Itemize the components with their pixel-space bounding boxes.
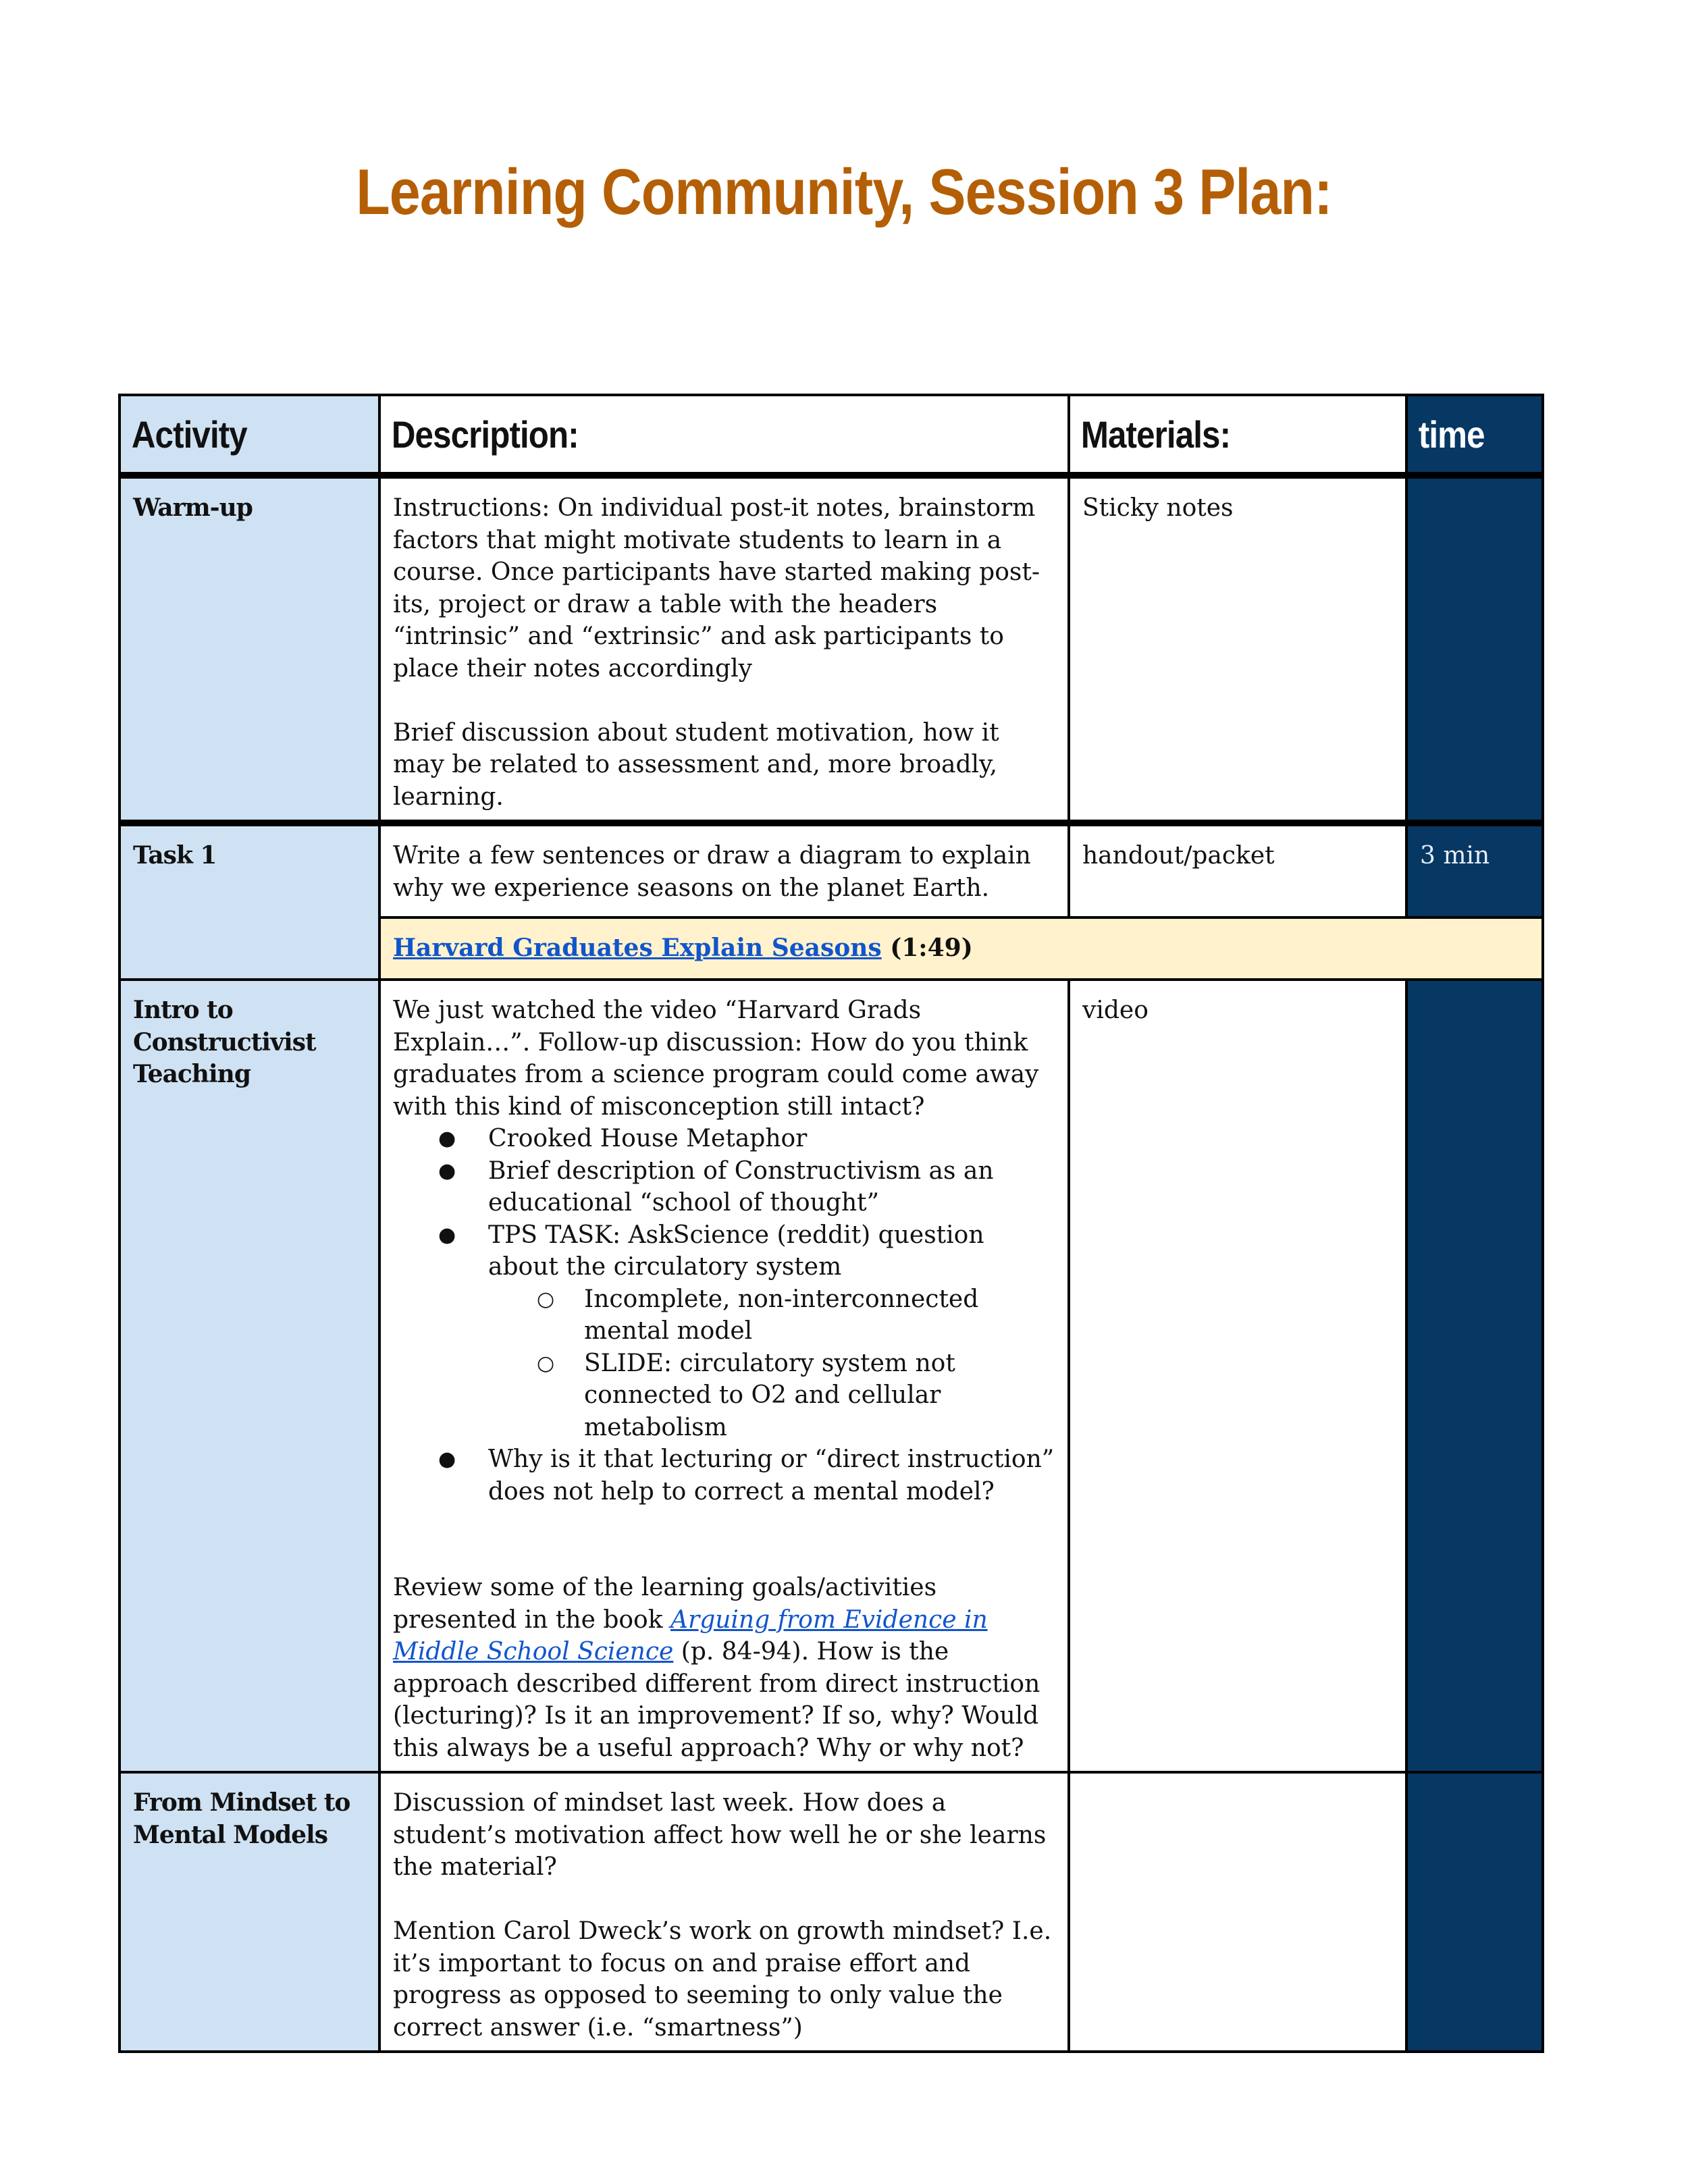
page-title: Learning Community, Session 3 Plan: bbox=[356, 156, 1332, 228]
constructivist-intro: We just watched the video “Harvard Grads Explain…”. Follow-up discussion: How do you think graduates from a science program could come away with this kind of misconception still intact? bbox=[393, 996, 1039, 1121]
list-item: ● Crooked House Metaphor bbox=[488, 1123, 1055, 1155]
materials-cell bbox=[1069, 823, 1406, 917]
session-plan-table bbox=[118, 394, 1544, 2053]
book-link[interactable]: Arguing from Evidence in Middle School Science bbox=[393, 1605, 988, 1666]
header-time bbox=[1406, 395, 1543, 475]
description-cell bbox=[379, 980, 1069, 1772]
header-materials bbox=[1069, 395, 1406, 475]
harvard-seasons-video-link[interactable]: Harvard Graduates Explain Seasons bbox=[393, 934, 882, 963]
list-item: ○ Incomplete, non-interconnected mental model bbox=[584, 1283, 1055, 1348]
activity-cell bbox=[120, 980, 379, 1772]
activity-cell bbox=[120, 1772, 379, 2052]
table-header-row bbox=[120, 395, 1543, 475]
activity-mindset: From Mindset to Mental Models bbox=[133, 1788, 350, 1849]
materials-mindset bbox=[1070, 1774, 1405, 1794]
header-description-label: Description: bbox=[391, 412, 579, 456]
time-task1: 3 min bbox=[1420, 842, 1490, 870]
video-duration: (1:49) bbox=[881, 934, 973, 963]
constructivist-bullet-list bbox=[393, 1123, 1055, 1508]
activity-warmup: Warm-up bbox=[133, 494, 253, 522]
bullet3-text: TPS TASK: AskScience (reddit) question about the circulatory system bbox=[488, 1221, 984, 1281]
activity-cell bbox=[120, 823, 379, 980]
review-text-after: (p. 84-94). How is the approach described different from direct instruction (lecturing)? Is it an improvement? If so, why? Would this always be a useful approach? Why or why not? bbox=[393, 1638, 1040, 1762]
table-row-mindset bbox=[120, 1772, 1543, 2052]
warmup-instructions: Instructions: On individual post-it notes, brainstorm factors that might motivate students to learn in a course. Once participants have started making post-its, project or draw a table with the headers “intrinsic” and “extrinsic” and ask participants to place their notes accordingly bbox=[393, 494, 1040, 683]
mindset-dweck: Mention Carol Dweck’s work on growth mindset? I.e. it’s important to focus on and praise effort and progress as opposed to seeming to only value the correct answer (i.e. “smartness”) bbox=[393, 1917, 1052, 2042]
time-cell bbox=[1406, 823, 1543, 917]
time-cell bbox=[1406, 980, 1543, 1772]
activity-constructivist: Intro to Constructivist Teaching bbox=[133, 996, 316, 1088]
warmup-discussion: Brief discussion about student motivation, how it may be related to assessment and, more broadly, learning. bbox=[393, 718, 999, 811]
review-text-before: Review some of the learning goals/activities presented in the book bbox=[393, 1574, 937, 1634]
time-cell bbox=[1406, 475, 1543, 823]
circulatory-sub-list bbox=[488, 1283, 1055, 1444]
task1-description: Write a few sentences or draw a diagram to explain why we experience seasons on the planet Earth. bbox=[393, 842, 1031, 902]
materials-cell bbox=[1069, 475, 1406, 823]
table-row-constructivist bbox=[120, 980, 1543, 1772]
activity-cell bbox=[120, 475, 379, 823]
materials-warmup: Sticky notes bbox=[1082, 494, 1234, 522]
list-item: ● Brief description of Constructivism as an educational “school of thought” bbox=[488, 1155, 1055, 1219]
header-activity bbox=[120, 395, 379, 475]
mindset-discussion: Discussion of mindset last week. How does a student’s motivation affect how well he or she learns the material? bbox=[393, 1789, 1047, 1881]
header-materials-label: Materials: bbox=[1080, 412, 1231, 456]
time-mindset bbox=[1408, 1774, 1541, 1794]
activity-task1: Task 1 bbox=[133, 841, 217, 870]
table-row-warmup bbox=[120, 475, 1543, 823]
description-cell bbox=[379, 823, 1069, 917]
header-activity-label: Activity bbox=[131, 412, 247, 456]
list-item bbox=[488, 1219, 1055, 1444]
materials-constructivist: video bbox=[1082, 996, 1149, 1024]
header-description bbox=[379, 395, 1069, 475]
materials-task1: handout/packet bbox=[1082, 842, 1275, 870]
time-cell bbox=[1406, 1772, 1543, 2052]
materials-cell bbox=[1069, 980, 1406, 1772]
materials-cell bbox=[1069, 1772, 1406, 2052]
description-cell bbox=[379, 1772, 1069, 2052]
list-item: ○ SLIDE: circulatory system not connected to O2 and cellular metabolism bbox=[584, 1348, 1055, 1444]
constructivist-review bbox=[393, 1572, 1055, 1764]
list-item: ● Why is it that lecturing or “direct instruction” does not help to correct a mental model? bbox=[488, 1443, 1055, 1508]
description-cell bbox=[379, 475, 1069, 823]
time-warmup bbox=[1408, 479, 1541, 499]
table-row-task1 bbox=[120, 823, 1543, 917]
time-constructivist bbox=[1408, 981, 1541, 1001]
header-time-label: time bbox=[1418, 412, 1485, 456]
video-link-cell bbox=[379, 917, 1543, 980]
